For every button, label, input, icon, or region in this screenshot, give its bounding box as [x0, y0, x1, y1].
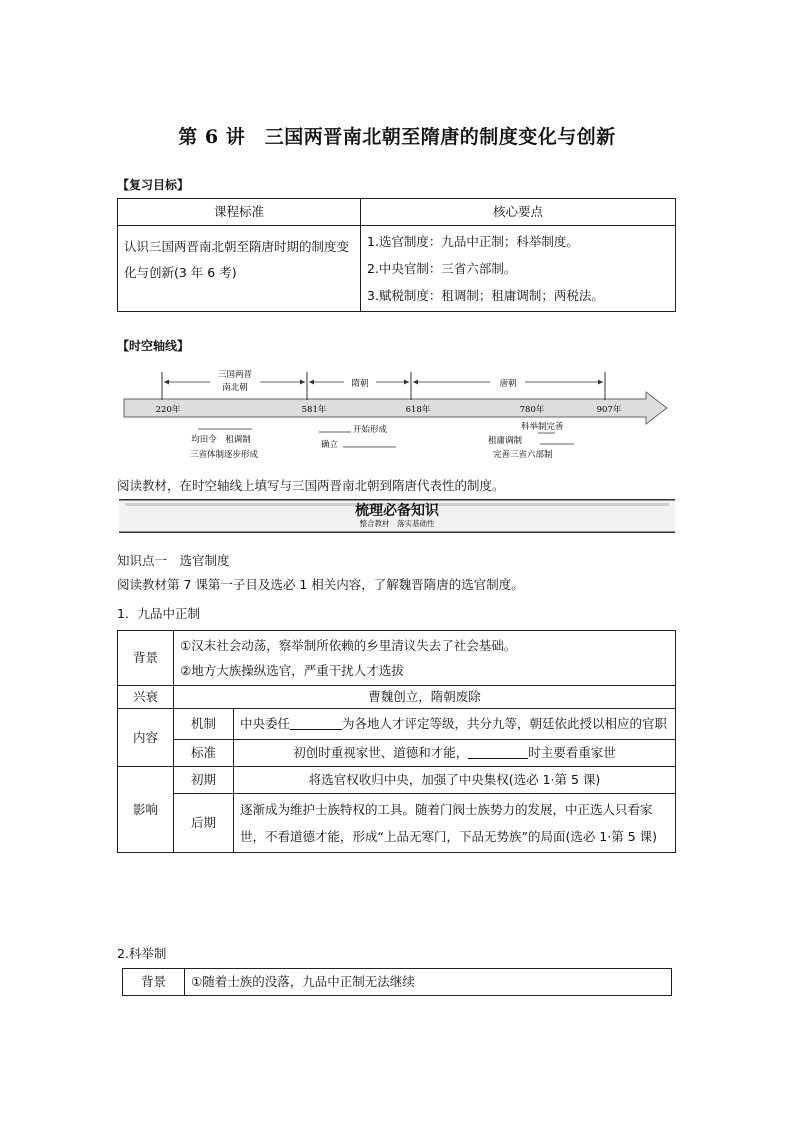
- timeline-note: 均田令 租调制: [191, 435, 251, 445]
- standard-text: 时主要看重家世: [528, 745, 616, 760]
- review-point: 2.中央官制：三省六部制。: [367, 261, 517, 276]
- timeline-note: 确立: [321, 440, 339, 450]
- standard-text: 初创时重视家世、道德和才能，: [293, 745, 469, 760]
- timeline-note: 租庸调制: [488, 436, 523, 446]
- rise-cell: 曹魏创立，隋朝废除: [174, 686, 676, 709]
- review-standard: 认识三国两晋南北朝至隋唐时期的制度变化与创新(3 年 6 考): [118, 226, 361, 312]
- fill-blank[interactable]: [290, 715, 342, 730]
- period-label: 南北朝: [222, 383, 248, 393]
- timeline-note: 完善三省六部制: [493, 450, 553, 460]
- subsection-title: 2.科举制: [117, 946, 167, 961]
- row-label: 背景: [118, 631, 174, 686]
- background-item: ①汉末社会动荡，察举制所依赖的乡里清议失去了社会基础。: [180, 638, 517, 653]
- timeline-diagram: [118, 360, 678, 470]
- mechanism-text: 中央委任: [240, 716, 291, 731]
- knowledge-heading: 知识点一 选官制度: [117, 553, 230, 568]
- review-point: 1.选官制度：九品中正制；科举制度。: [367, 234, 579, 249]
- page-title: 第 6 讲 三国两晋南北朝至隋唐的制度变化与创新: [178, 126, 616, 148]
- background-cell: [174, 631, 676, 686]
- knowledge-intro: 阅读教材第 7 课第一子目及选必 1 相关内容，了解魏晋隋唐的选官制度。: [117, 577, 524, 592]
- row-label: 兴衰: [118, 686, 174, 709]
- subsection-title: 1．九品中正制: [117, 606, 200, 621]
- timeline-note: 科举制完善: [521, 422, 564, 432]
- fill-blank[interactable]: [468, 744, 528, 759]
- sub-label: 标准: [174, 740, 234, 767]
- row-label: 内容: [118, 709, 174, 767]
- year-label: 907年: [596, 405, 622, 415]
- review-header-points: 核心要点: [361, 199, 676, 226]
- banner-subtitle: 整合教材 落实基础性: [359, 519, 435, 528]
- timeline-note: 三省体制逐步形成: [189, 450, 259, 460]
- year-label: 220年: [155, 405, 181, 415]
- review-points: [361, 226, 676, 312]
- timeline-arrow: [124, 392, 667, 424]
- timeline-note: 开始形成: [353, 425, 388, 435]
- sub-label: 初期: [174, 767, 234, 794]
- review-point: 3.赋税制度：租调制；租庸调制；两税法。: [367, 288, 604, 303]
- period-label: 唐朝: [499, 379, 517, 389]
- nine-rank-table: [117, 630, 676, 853]
- timeline-instruction: 阅读教材，在时空轴线上填写与三国两晋南北朝到隋唐代表性的制度。: [117, 478, 505, 493]
- late-impact-cell: 逐渐成为维护士族特权的工具。随着门阀士族势力的发展，中正选人只看家世，不看道德才能，形成“上品无寒门，下品无势族”的局面(选必 1·第 5 课): [234, 794, 676, 853]
- year-label: 618年: [405, 405, 431, 415]
- year-label: 780年: [519, 405, 545, 415]
- background-item: ②地方大族操纵选官，严重干扰人才选拔: [180, 663, 404, 678]
- sub-label: 机制: [174, 709, 234, 740]
- mechanism-text: 为各地人才评定等级，共分九等，朝廷依此授以相应的官职: [342, 716, 668, 731]
- mechanism-cell: [234, 709, 676, 740]
- row-label: 影响: [118, 767, 174, 853]
- sub-label: 后期: [174, 794, 234, 853]
- banner-title: 梳理必备知识: [355, 503, 439, 519]
- review-header-standard: 课程标准: [118, 199, 361, 226]
- timeline-label: 【时空轴线】: [117, 339, 190, 353]
- early-impact-cell: 将选官权收归中央，加强了中央集权(选必 1·第 5 课): [234, 767, 676, 794]
- review-table: [117, 198, 676, 312]
- period-label: 三国两晋: [217, 370, 253, 380]
- year-label: 581年: [301, 405, 327, 415]
- period-label: 隋朝: [351, 379, 369, 389]
- standard-cell: [234, 740, 676, 767]
- keju-table: [122, 968, 672, 996]
- review-label: 【复习目标】: [117, 178, 190, 192]
- row-label: 背景: [123, 969, 185, 996]
- background-cell: ①随着士族的没落，九品中正制无法继续: [185, 969, 672, 996]
- section-banner: [119, 497, 675, 535]
